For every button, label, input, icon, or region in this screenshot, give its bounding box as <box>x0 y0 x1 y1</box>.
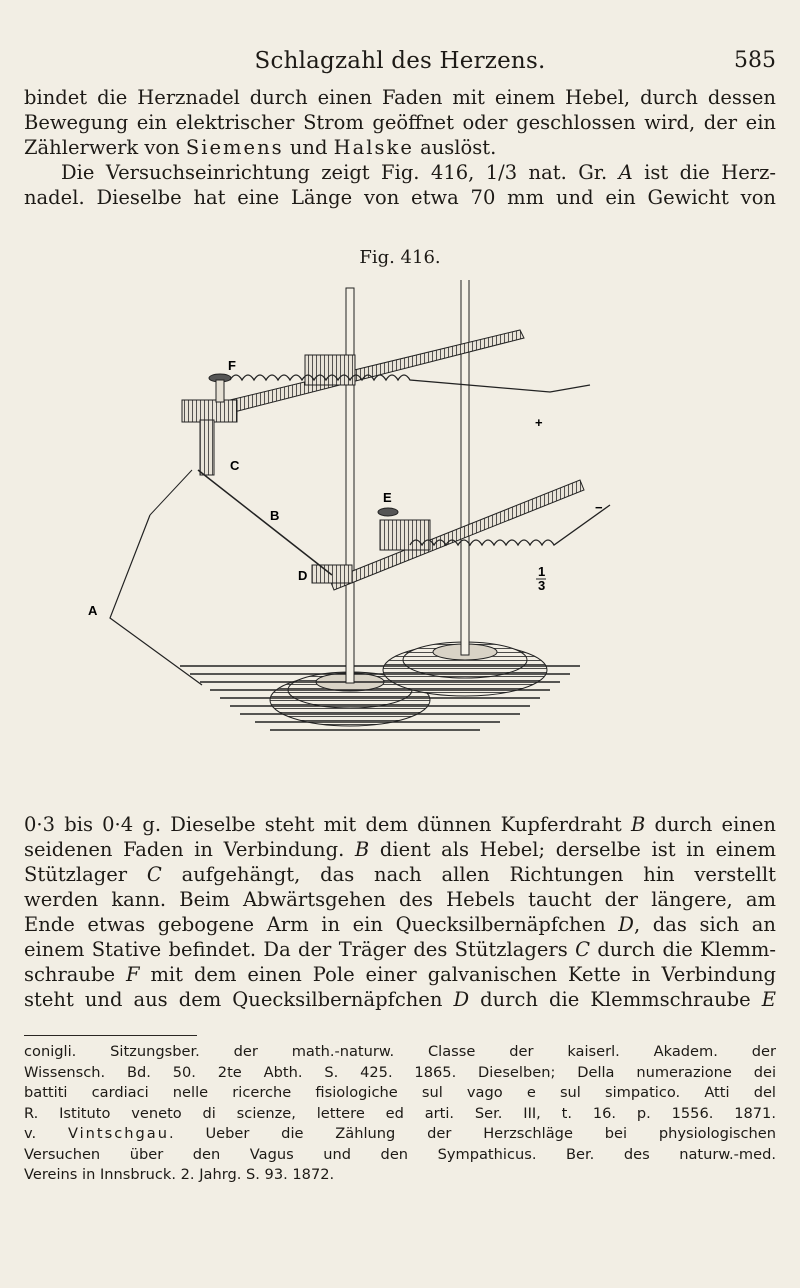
mercury-cup-d <box>312 565 352 583</box>
footnote-line: R. Istituto veneto di scienze, lettere ed arti. Ser. III, t. 16. p. 1556. 1871. <box>24 1104 776 1122</box>
text-line: 0·3 bis 0·4 g. Dieselbe steht mit dem dünnen Kupferdraht B durch einen <box>24 813 776 836</box>
footnote-line: conigli. Sitzungsber. der math.-naturw. Classe der kaiserl. Akadem. der <box>24 1043 776 1060</box>
label-b: B <box>270 508 280 523</box>
footnote-line: Vereins in Innsbruck. 2. Jahrg. S. 93. 1872. <box>24 1166 335 1183</box>
footnote-rule <box>24 1035 197 1036</box>
upper-clamp <box>305 355 355 385</box>
text-line: seidenen Faden in Verbindung. B dient als Hebel; derselbe ist in einem <box>24 838 776 861</box>
body-paragraph <box>24 812 776 1012</box>
right-rod <box>461 280 469 655</box>
scale-denominator: 3 <box>538 578 546 593</box>
label-plus: + <box>535 415 543 430</box>
clamp-screw-e <box>378 508 398 516</box>
label-e: E <box>383 490 392 505</box>
lower-clamp <box>380 520 430 550</box>
text-line: Die Versuchseinrichtung zeigt Fig. 416, 1/3 nat. Gr. A ist die Herz- <box>61 161 776 184</box>
text-line: nadel. Dieselbe hat eine Länge von etwa 70 mm und ein Gewicht von <box>24 186 776 209</box>
intro-paragraph <box>24 85 776 210</box>
apparatus-figure <box>80 280 660 750</box>
footnote-line: Wissensch. Bd. 50. 2te Abth. S. 425. 1865. Dieselben; Della numerazione dei <box>24 1063 776 1081</box>
page-number: 585 <box>734 48 776 73</box>
label-f: F <box>228 358 236 373</box>
scale-fraction: 1/3 <box>485 161 518 184</box>
heart-needle-a <box>110 515 202 685</box>
running-title: Schlagzahl des Herzens. <box>254 48 546 74</box>
text-line: steht und aus dem Quecksilbernäpfchen D durch die Klemmschraube E <box>24 988 776 1011</box>
label-minus: − <box>595 500 603 515</box>
name-vintschgau: Vintschgau <box>67 1125 169 1142</box>
text-line: schraube F mit dem einen Pole einer galvanischen Kette in Verbindung <box>24 963 776 986</box>
bearing-block <box>182 400 237 422</box>
footnote-line: Versuchen über den Vagus und den Sympathicus. Ber. des naturw.-med. <box>24 1145 776 1163</box>
text-line: einem Stative befindet. Da der Träger des Stützlagers C durch die Klemm- <box>24 938 776 961</box>
lower-crossbar <box>330 480 584 590</box>
footnote-line: battiti cardiaci nelle ricerche fisiologiche sul vago e sul simpatico. Atti del <box>24 1084 776 1101</box>
footnote <box>24 1042 776 1186</box>
text-line: bindet die Herznadel durch einen Faden mit einem Hebel, durch dessen <box>24 86 776 109</box>
text-line: Ende etwas gebogene Arm in ein Quecksilbernäpfchen D, das sich an <box>24 913 776 936</box>
upper-crossbar <box>230 330 524 412</box>
bearing-support-c <box>200 420 214 475</box>
lever-b <box>198 470 332 575</box>
text-line: Stützlager C aufgehängt, das nach allen Richtungen hin verstellt <box>24 863 776 886</box>
footnote-line: v. Vintschgau. Ueber die Zählung der Herzschläge bei physiologischen <box>24 1125 776 1142</box>
text-line: Bewegung ein elektrischer Strom geöffnet oder geschlossen wird, der ein <box>24 111 776 134</box>
left-rod <box>346 288 354 683</box>
text-line: Zählerwerk von Siemens und Halske auslöst. <box>24 136 497 159</box>
name-halske: Halske <box>333 136 414 159</box>
name-siemens: Siemens <box>185 136 284 159</box>
running-header <box>24 44 776 84</box>
label-a: A <box>88 603 98 618</box>
text-line: werden kann. Beim Abwärtsgehen des Hebels taucht der längere, am <box>24 888 776 911</box>
figure-caption: Fig. 416. <box>359 247 441 268</box>
scale-numerator: 1 <box>538 564 546 579</box>
label-c: C <box>230 458 240 473</box>
label-d: D <box>298 568 308 583</box>
